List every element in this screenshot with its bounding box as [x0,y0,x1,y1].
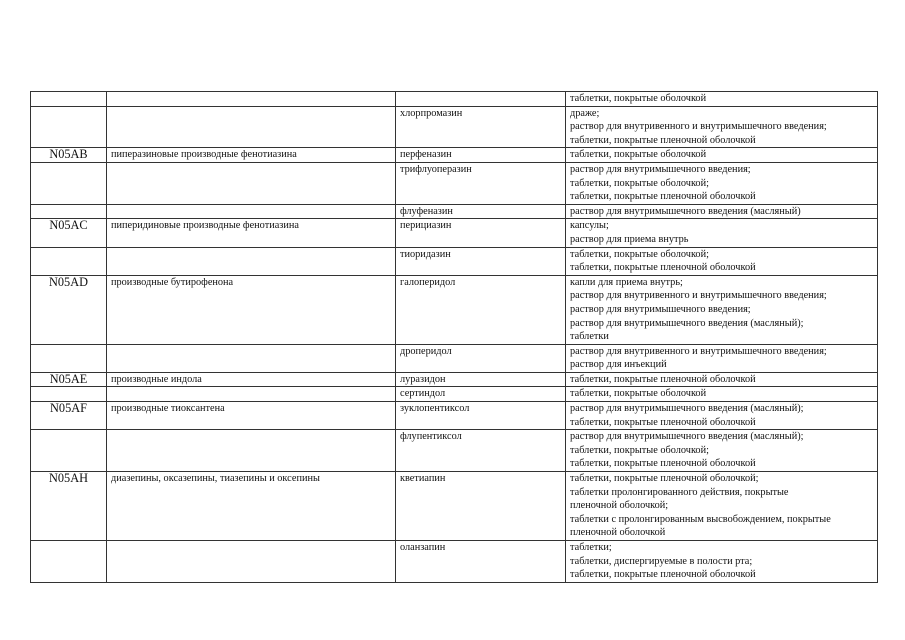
table-row [31,219,878,247]
group-name-cell [107,387,396,402]
dosage-form-cell: таблетки, покрытые оболочкой [566,148,878,163]
table-row [31,92,878,107]
drug-name-cell: оланзапин [396,541,566,583]
table-row [31,204,878,219]
atc-code-cell: N05AE [31,372,107,387]
dosage-form-cell: капли для приема внутрь; раствор для внутривенного и внутримышечного введения; раствор для внутримышечного введения; раствор для внутримышечного введения (масляный); таблетки [566,275,878,344]
group-name-cell [107,162,396,204]
drug-name-cell: сертиндол [396,387,566,402]
atc-code-cell [31,204,107,219]
drug-name-cell: перфеназин [396,148,566,163]
group-name-cell [107,204,396,219]
dosage-form-cell: таблетки, покрытые оболочкой; таблетки, покрытые пленочной оболочкой [566,247,878,275]
dosage-form-cell: таблетки, покрытые оболочкой [566,92,878,107]
dosage-form-cell: драже; раствор для внутривенного и внутримышечного введения; таблетки, покрытые пленочной оболочкой [566,106,878,148]
atc-code-cell [31,162,107,204]
table-row [31,344,878,372]
dosage-form-cell: таблетки, покрытые пленочной оболочкой; таблетки пролонгированного действия, покрытые пленочной оболочкой; таблетки с пролонгированным высвобождением, покрытые пленочной оболочкой [566,472,878,541]
group-name-cell [107,247,396,275]
group-name-cell [107,541,396,583]
table-row [31,162,878,204]
drug-name-cell: трифлуоперазин [396,162,566,204]
group-name-cell [107,344,396,372]
table-row [31,402,878,430]
atc-code-cell [31,92,107,107]
atc-code-cell: N05AC [31,219,107,247]
drug-name-cell: луразидон [396,372,566,387]
atc-code-cell [31,344,107,372]
drug-name-cell: галоперидол [396,275,566,344]
dosage-form-cell: раствор для внутривенного и внутримышечного введения; раствор для инъекций [566,344,878,372]
group-name-cell: производные индола [107,372,396,387]
drug-table [30,91,878,583]
drug-name-cell: флупентиксол [396,430,566,472]
table-row [31,275,878,344]
group-name-cell [107,106,396,148]
drug-name-cell [396,92,566,107]
group-name-cell [107,430,396,472]
drug-name-cell: зуклопентиксол [396,402,566,430]
dosage-form-cell: таблетки, покрытые оболочкой [566,387,878,402]
group-name-cell: производные тиоксантена [107,402,396,430]
drug-name-cell: перициазин [396,219,566,247]
atc-code-cell [31,106,107,148]
table-row [31,372,878,387]
table-row [31,541,878,583]
group-name-cell [107,92,396,107]
table-row [31,247,878,275]
atc-code-cell: N05AF [31,402,107,430]
atc-code-cell: N05AH [31,472,107,541]
dosage-form-cell: раствор для внутримышечного введения; таблетки, покрытые оболочкой; таблетки, покрытые пленочной оболочкой [566,162,878,204]
group-name-cell: пиперидиновые производные фенотиазина [107,219,396,247]
dosage-form-cell: раствор для внутримышечного введения (масляный); таблетки, покрытые оболочкой; таблетки, покрытые пленочной оболочкой [566,430,878,472]
drug-name-cell: кветиапин [396,472,566,541]
atc-code-cell [31,541,107,583]
drug-name-cell: дроперидол [396,344,566,372]
atc-code-cell: N05AB [31,148,107,163]
table-row [31,106,878,148]
group-name-cell: диазепины, оксазепины, тиазепины и оксепины [107,472,396,541]
dosage-form-cell: раствор для внутримышечного введения (масляный) [566,204,878,219]
table-row [31,148,878,163]
dosage-form-cell: таблетки; таблетки, диспергируемые в полости рта; таблетки, покрытые пленочной оболочкой [566,541,878,583]
dosage-form-cell: капсулы; раствор для приема внутрь [566,219,878,247]
group-name-cell: производные бутирофенона [107,275,396,344]
table-row [31,430,878,472]
dosage-form-cell: таблетки, покрытые пленочной оболочкой [566,372,878,387]
drug-table-body [31,92,878,583]
drug-name-cell: хлорпромазин [396,106,566,148]
table-row [31,472,878,541]
atc-code-cell [31,387,107,402]
drug-name-cell: флуфеназин [396,204,566,219]
atc-code-cell [31,430,107,472]
group-name-cell: пиперазиновые производные фенотиазина [107,148,396,163]
atc-code-cell: N05AD [31,275,107,344]
table-row [31,387,878,402]
dosage-form-cell: раствор для внутримышечного введения (масляный); таблетки, покрытые пленочной оболочкой [566,402,878,430]
drug-name-cell: тиоридазин [396,247,566,275]
atc-code-cell [31,247,107,275]
